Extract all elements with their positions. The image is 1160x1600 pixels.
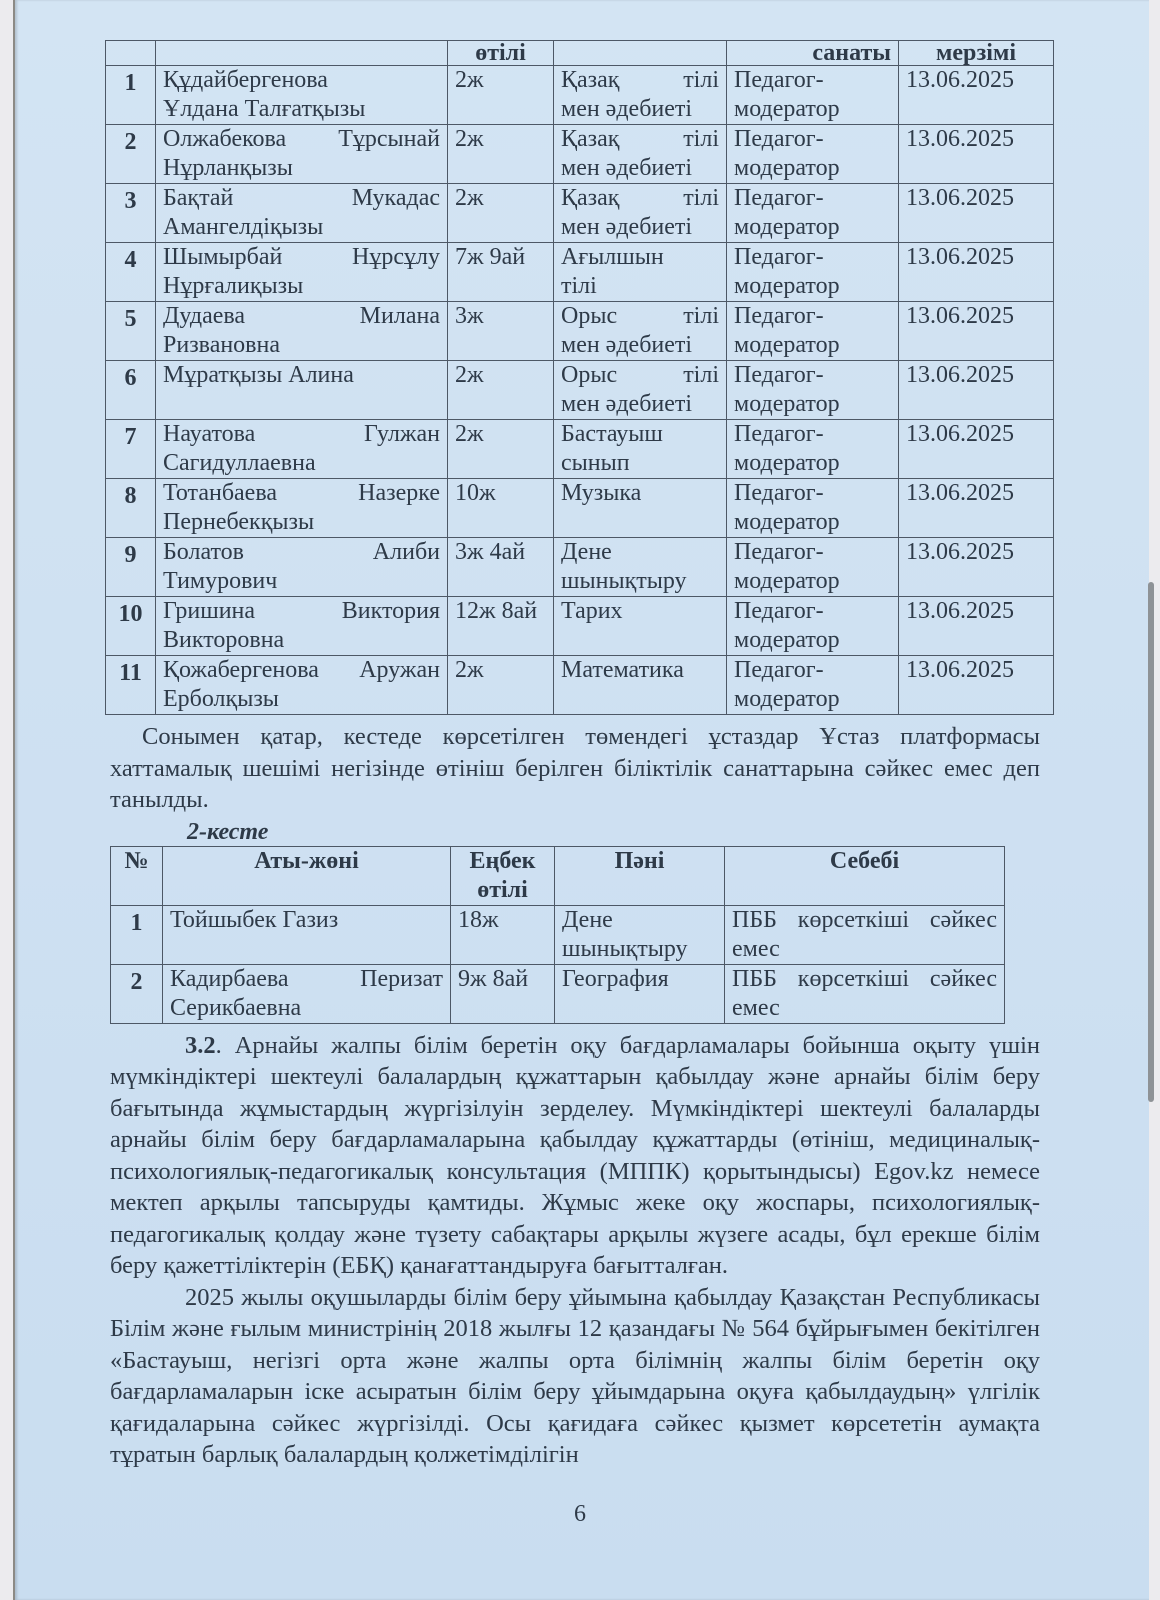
row-number: 2: [111, 964, 163, 1023]
term-date: 13.06.2025: [899, 538, 1054, 597]
teacher-name: Болатов Алиби Тимурович: [156, 538, 448, 597]
header-cell: санаты: [727, 41, 899, 66]
table-row: [111, 905, 1005, 964]
reason: ПББ көрсеткіші сәйкес емес: [725, 905, 1005, 964]
subject: Қазақ тілі мен әдебиеті: [554, 66, 727, 125]
header-cell: Себебі: [725, 846, 1005, 905]
subject: Қазақ тілі мен әдебиеті: [554, 125, 727, 184]
teacher-name: Тойшыбек Газиз: [163, 905, 451, 964]
row-number: 4: [106, 243, 156, 302]
teacher-name: Кадирбаева Перизат Серикбаевна: [163, 964, 451, 1023]
teacher-name: Құдайбергенова Ұлдана Талғатқызы: [156, 66, 448, 125]
experience: 7ж 9ай: [448, 243, 554, 302]
page-content: [105, 40, 1055, 1528]
teacher-name: Тотанбаева Назерке Пернебекқызы: [156, 479, 448, 538]
subject: Дене шынықтыру: [555, 905, 725, 964]
term-date: 13.06.2025: [899, 66, 1054, 125]
term-date: 13.06.2025: [899, 479, 1054, 538]
term-date: 13.06.2025: [899, 597, 1054, 656]
teacher-name: Науатова Гулжан Сагидуллаевна: [156, 420, 448, 479]
section-number: 3.2: [185, 1031, 216, 1059]
table-row: [106, 597, 1054, 656]
table2-caption: 2-кесте: [187, 818, 269, 845]
teacher-name: Олжабекова Тұрсынай Нұрланқызы: [156, 125, 448, 184]
document-page: [13, 0, 1149, 1600]
header-cell: мерзімі: [899, 41, 1054, 66]
table-row: [106, 656, 1054, 715]
experience: 12ж 8ай: [448, 597, 554, 656]
header-cell: Аты-жөні: [163, 846, 451, 905]
table-row: [106, 184, 1054, 243]
category: Педагог- модератор: [727, 302, 899, 361]
row-number: 6: [106, 361, 156, 420]
experience: 2ж: [448, 184, 554, 243]
table-row: [106, 538, 1054, 597]
teacher-name: Қожабергенова Аружан Ерболқызы: [156, 656, 448, 715]
experience: 2ж: [448, 125, 554, 184]
rejected-teachers-table: [110, 846, 1005, 1024]
subject: Тарих: [554, 597, 727, 656]
row-number: 9: [106, 538, 156, 597]
row-number: 11: [106, 656, 156, 715]
term-date: 13.06.2025: [899, 361, 1054, 420]
category: Педагог- модератор: [727, 66, 899, 125]
experience: 3ж 4ай: [448, 538, 554, 597]
subject: География: [555, 964, 725, 1023]
category: Педагог- модератор: [727, 420, 899, 479]
experience: 2ж: [448, 656, 554, 715]
table-row: [106, 243, 1054, 302]
admission-paragraph: 2025 жылы оқушыларды білім беру ұйымына қабылдау Қазақстан Республикасы Білім және ғылым министрінің 2018 жылғы 12 қазандағы № 564 бұйрығымен бекітілген «Бастауыш, негізгі орта және жалпы орта білімнің жалпы білім беретін оқу бағдарламаларын іске асыратын білім беру ұйымдарына оқуға қабылдаудың» үлгілік қағидаларына сәйкес жүргізілді. Осы қағидаға сәйкес қызмет көрсететін аумақта тұратын барлық балалардың қолжетімділігін: [110, 1283, 1040, 1468]
experience: 2ж: [448, 420, 554, 479]
table-row: [106, 420, 1054, 479]
category: Педагог- модератор: [727, 243, 899, 302]
scrollbar-thumb[interactable]: [1148, 582, 1154, 1102]
subject: Орыс тілі мен әдебиеті: [554, 361, 727, 420]
row-number: 5: [106, 302, 156, 361]
header-cell: [106, 41, 156, 66]
teacher-name: Бақтай Мукадас Амангелдіқызы: [156, 184, 448, 243]
row-number: 3: [106, 184, 156, 243]
experience: 2ж: [448, 361, 554, 420]
table-row: [106, 361, 1054, 420]
table-row: [106, 302, 1054, 361]
experience: 9ж 8ай: [451, 964, 555, 1023]
section-3-2-paragraph: [110, 1030, 1040, 1282]
header-cell: Еңбек өтілі: [451, 846, 555, 905]
row-number: 8: [106, 479, 156, 538]
page-number: 6: [574, 1500, 586, 1527]
table-header-row: [106, 41, 1054, 66]
experience: 18ж: [451, 905, 555, 964]
subject: Ағылшын тілі: [554, 243, 727, 302]
table-row: [106, 479, 1054, 538]
category: Педагог- модератор: [727, 538, 899, 597]
header-cell: өтілі: [448, 41, 554, 66]
table-row: [106, 125, 1054, 184]
subject: Математика: [554, 656, 727, 715]
teacher-name: Шымырбай Нұрсұлу Нұрғалиқызы: [156, 243, 448, 302]
experience: 2ж: [448, 66, 554, 125]
category: Педагог- модератор: [727, 184, 899, 243]
term-date: 13.06.2025: [899, 656, 1054, 715]
section-text: . Арнайы жалпы білім беретін оқу бағдарламалары бойынша оқыту үшін мүмкіндіктері шектеулі балалардың құжаттарын қабылдау және арнайы білім беру бағытында жұмыстардың жүргізілуін зерделеу. Мүмкіндіктері шектеулі балаларды арнайы білім беру бағдарламаларына қабылдау құжаттарды (өтініш, медициналық-психологиялық-педагогикалық консультация (МППК) қорытындысы) Egov.kz немесе мектеп арқылы тапсыруды қамтиды. Жұмыс жеке оқу жоспары, психологиялық-педагогикалық қолдау және түзету сабақтары арқылы жүзеге асады, бұл ерекше білім беру қажеттіліктерін (ЕБҚ) қанағаттандыруға бағытталған.: [110, 1031, 1040, 1279]
subject: Орыс тілі мен әдебиеті: [554, 302, 727, 361]
row-number: 1: [106, 66, 156, 125]
header-cell: [554, 41, 727, 66]
header-cell: №: [111, 846, 163, 905]
subject: Дене шынықтыру: [554, 538, 727, 597]
term-date: 13.06.2025: [899, 243, 1054, 302]
reason: ПББ көрсеткіші сәйкес емес: [725, 964, 1005, 1023]
experience: 3ж: [448, 302, 554, 361]
teacher-name: Дудаева Милана Ризвановна: [156, 302, 448, 361]
term-date: 13.06.2025: [899, 420, 1054, 479]
category: Педагог- модератор: [727, 125, 899, 184]
teachers-category-table: [105, 40, 1054, 715]
paragraph-not-matching: Сонымен қатар, кестеде көрсетілген төмендегі ұстаздар Ұстаз платформасы хаттамалық шешімі негізінде өтініш берілген біліктілік санаттарына сәйкес емес деп танылды.: [110, 723, 1040, 813]
table-header-row: [111, 846, 1005, 905]
category: Педагог- модератор: [727, 597, 899, 656]
row-number: 10: [106, 597, 156, 656]
row-number: 1: [111, 905, 163, 964]
term-date: 13.06.2025: [899, 125, 1054, 184]
header-cell: Пәні: [555, 846, 725, 905]
term-date: 13.06.2025: [899, 302, 1054, 361]
category: Педагог- модератор: [727, 479, 899, 538]
teacher-name: Гришина Виктория Викторовна: [156, 597, 448, 656]
row-number: 7: [106, 420, 156, 479]
term-date: 13.06.2025: [899, 184, 1054, 243]
category: Педагог- модератор: [727, 361, 899, 420]
row-number: 2: [106, 125, 156, 184]
table-row: [111, 964, 1005, 1023]
subject: Музыка: [554, 479, 727, 538]
header-cell: [156, 41, 448, 66]
experience: 10ж: [448, 479, 554, 538]
subject: Бастауыш сынып: [554, 420, 727, 479]
subject: Қазақ тілі мен әдебиеті: [554, 184, 727, 243]
teacher-name: Мұратқызы Алина: [156, 361, 448, 420]
table-row: [106, 66, 1054, 125]
category: Педагог- модератор: [727, 656, 899, 715]
